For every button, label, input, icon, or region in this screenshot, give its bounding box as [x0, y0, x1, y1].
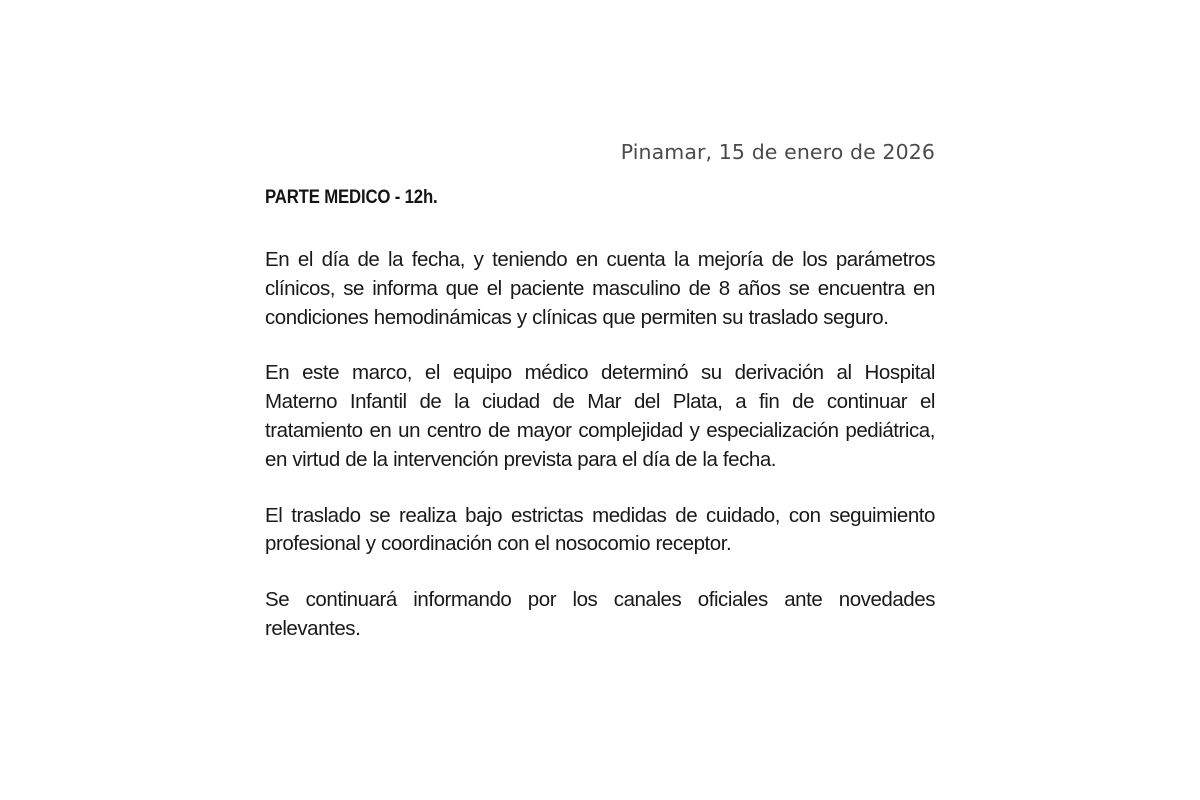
paragraph-1: En el día de la fecha, y teniendo en cuenta la mejoría de los parámetros clínicos, se informa que el paciente masculino de 8 años se encuentra en condiciones hemodinámicas y clínicas que permiten su traslado seguro.	[265, 248, 935, 329]
paragraph-2: En este marco, el equipo médico determinó su derivación al Hospital Materno Infantil de la ciudad de Mar del Plata, a fin de continuar el tratamiento en un centro de mayor complejidad y especialización pediátrica, en virtud de la intervención prevista para el día de la fecha.	[265, 361, 935, 471]
page-title: PARTE MEDICO - 12h.	[265, 186, 438, 208]
document-body	[265, 138, 935, 644]
paragraph-4: Se continuará informando por los canales oficiales ante novedades relevantes.	[265, 588, 935, 640]
paragraph-3: El traslado se realiza bajo estrictas medidas de cuidado, con seguimiento profesional y coordinación con el nosocomio receptor.	[265, 503, 935, 556]
dateline: Pinamar, 15 de enero de 2026	[620, 140, 935, 164]
